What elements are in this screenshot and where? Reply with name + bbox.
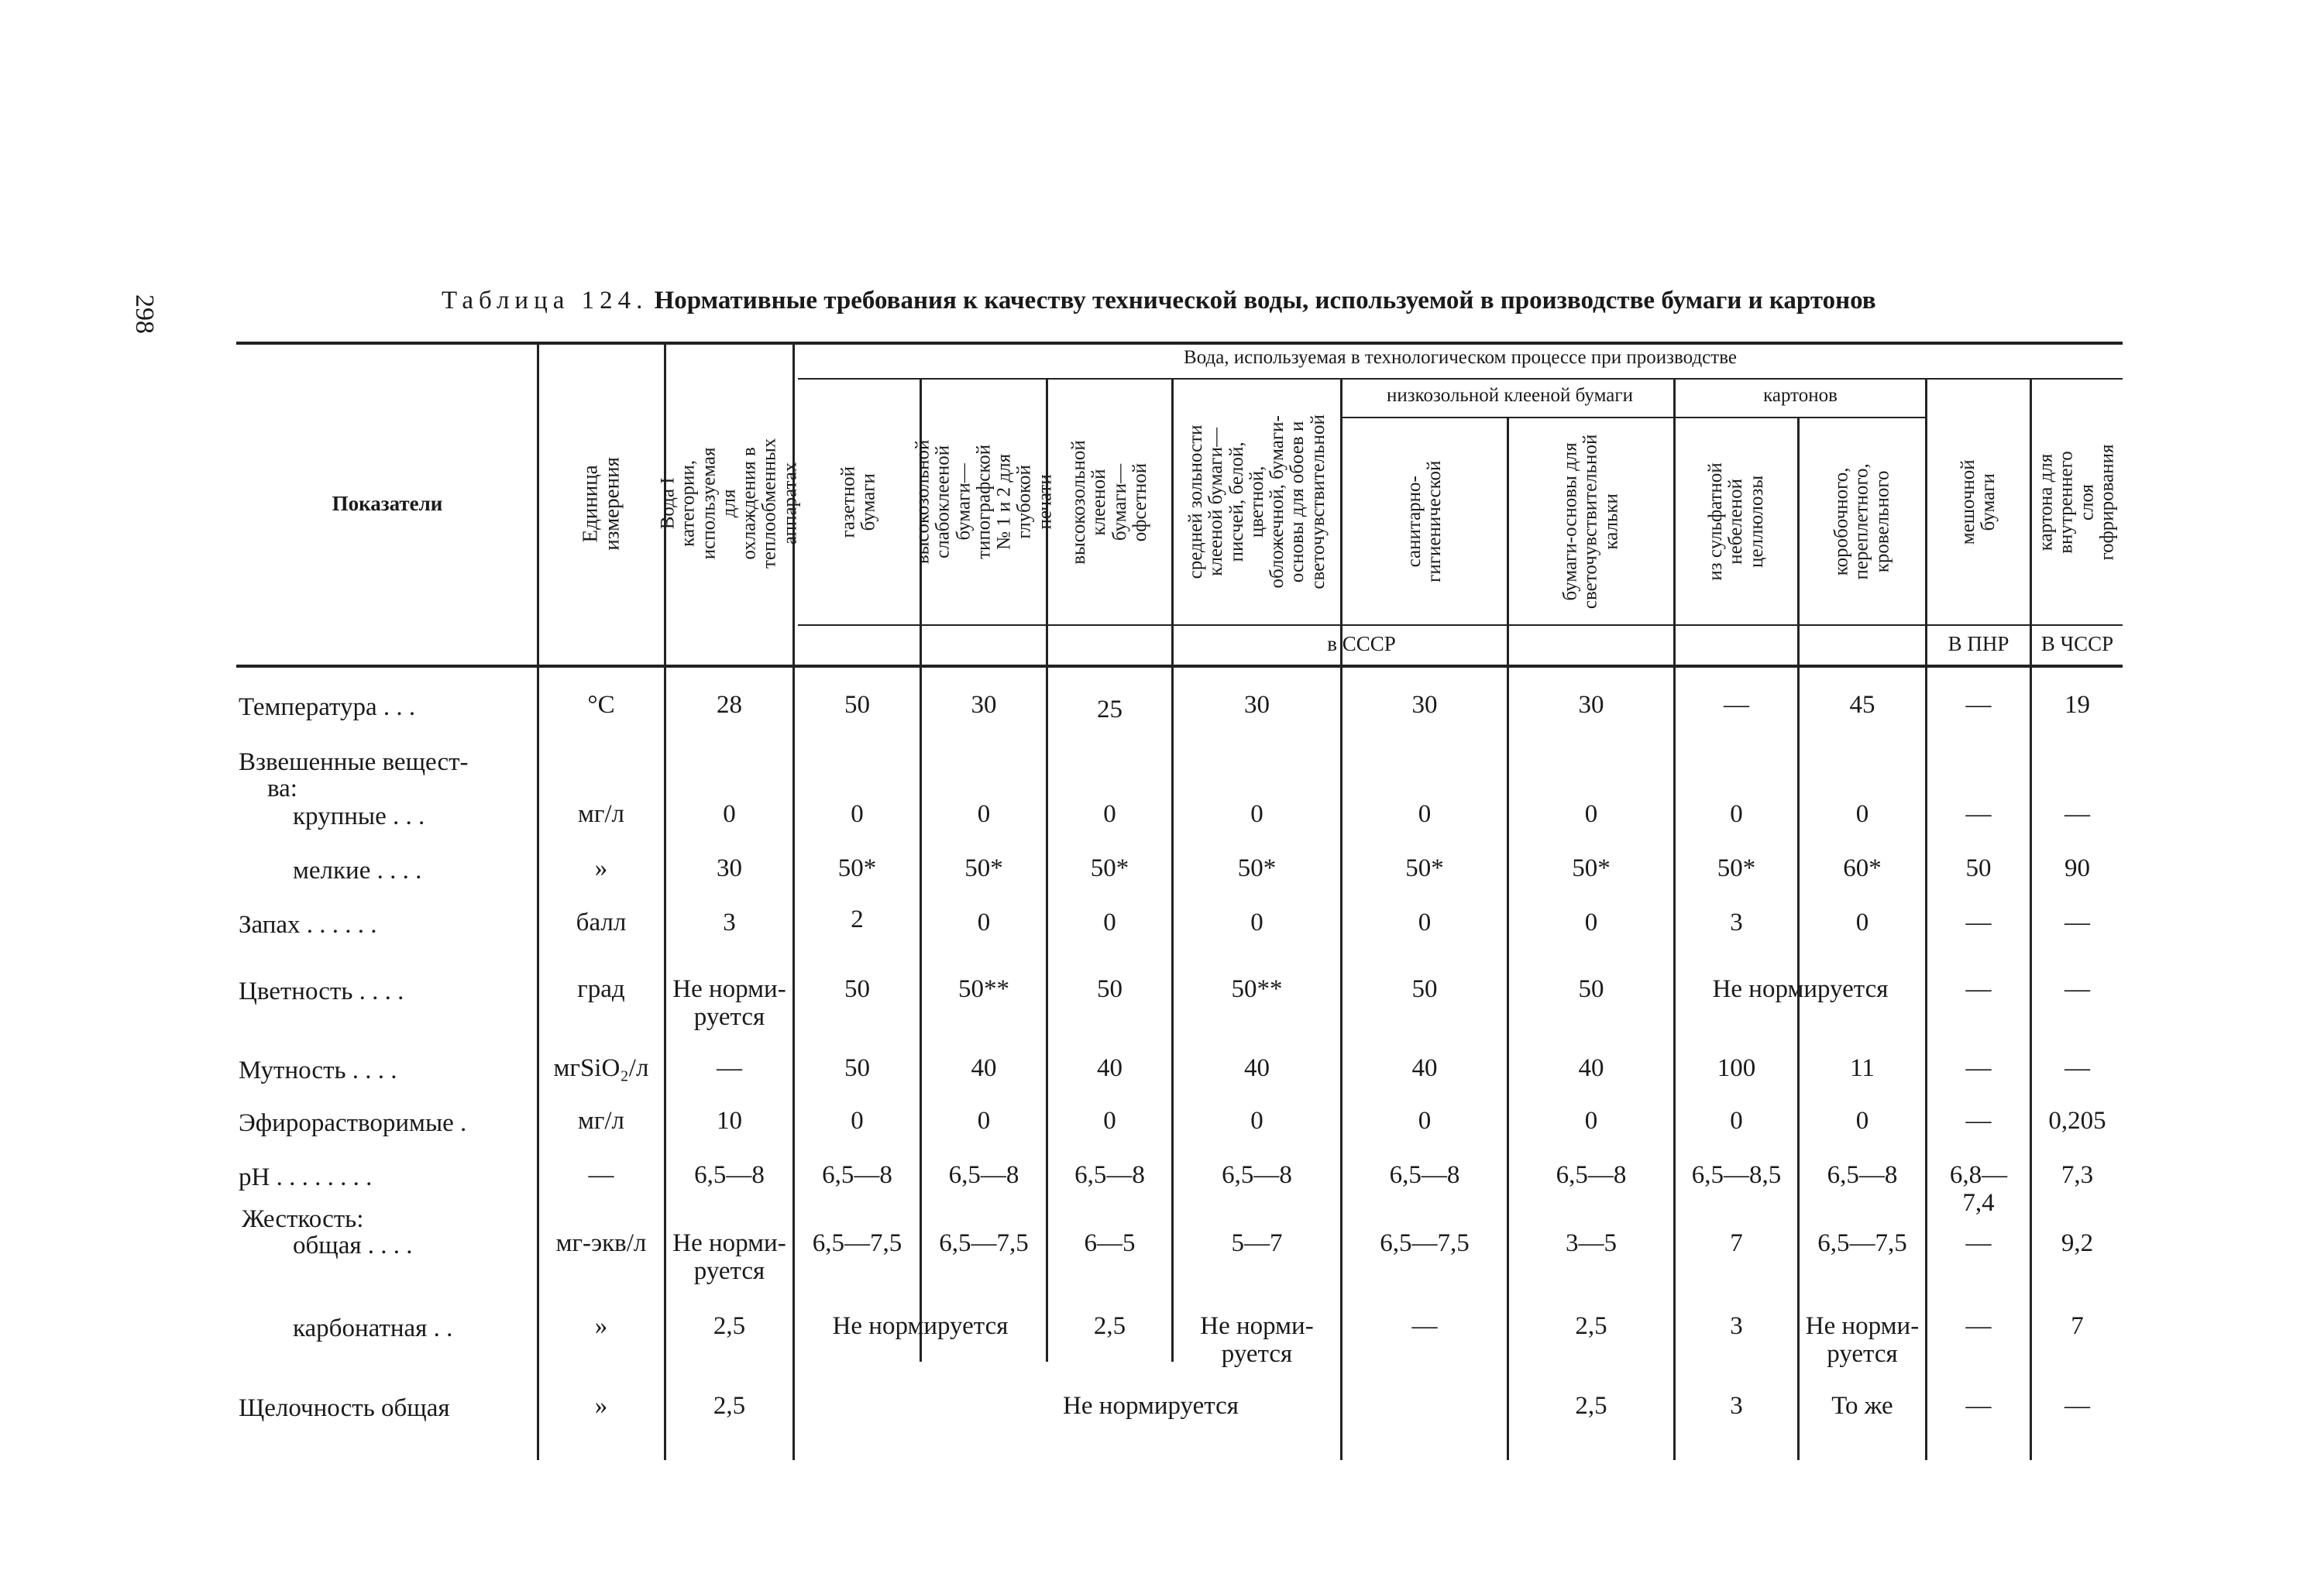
row-turbidity-value: 100 <box>1717 1054 1756 1082</box>
row-carbonate-value-2: руется <box>1827 1340 1898 1368</box>
row-ether-soluble-value: 0 <box>1103 1107 1116 1135</box>
row-alkalinity-unit: » <box>594 1392 608 1420</box>
row-label-coarse: крупные . . . <box>293 802 425 830</box>
row-color-value: 50 <box>1411 975 1438 1003</box>
row-ph-value: 6,5—8 <box>822 1161 892 1189</box>
row-carbonate-value: 2,5 <box>713 1312 746 1340</box>
row-odor-value: 3 <box>1730 909 1743 936</box>
row-fine-value: 50* <box>1572 854 1611 882</box>
row-fine-value: 50* <box>837 854 877 882</box>
row-temperature-value: 28 <box>717 691 742 719</box>
row-fine-value: 50* <box>1405 854 1444 882</box>
row-temperature-value: — <box>1965 691 1992 719</box>
row-hardness-value: Не норми- <box>672 1229 786 1257</box>
header-col-2: высокозольной слабоклееной бумаги—типографской № 1 и 2 для глубокой печати <box>912 439 1055 565</box>
row-ether-soluble-value: 0,205 <box>2048 1107 2106 1135</box>
row-ether-soluble-unit: мг/л <box>577 1107 625 1135</box>
row-hardness-value: 3—5 <box>1566 1229 1617 1257</box>
row-odor-value: 0 <box>977 909 991 936</box>
row-carbonate-value: 2,5 <box>1575 1312 1607 1340</box>
row-odor-value: 0 <box>1103 909 1116 936</box>
row-label-alkalinity: Щелочность общая <box>239 1394 450 1422</box>
row-hardness-unit: мг-экв/л <box>555 1229 647 1257</box>
row-alkalinity-value: — <box>1965 1392 1992 1420</box>
row-color-value: — <box>2064 975 2090 1003</box>
row-carbonate-value-2: руется <box>1221 1340 1293 1368</box>
row-label-suspended-2: ва: <box>267 775 297 802</box>
row-color-value: 50 <box>1097 975 1122 1003</box>
row-turbidity-value: 50 <box>844 1054 870 1082</box>
header-col-8: коробочного, переплетного, кровельного <box>1831 462 1893 580</box>
row-color-value: 50 <box>1578 975 1604 1003</box>
row-alkalinity-value: 2,5 <box>713 1392 746 1420</box>
row-temperature-value: 30 <box>1578 691 1604 719</box>
row-odor-value: 0 <box>1855 909 1869 936</box>
row-ph-value: 6,5—8,5 <box>1691 1161 1782 1189</box>
rule-top <box>236 342 2123 345</box>
row-label-carbonate: карбонатная . . <box>293 1314 453 1342</box>
row-fine-value: 50* <box>1090 854 1129 882</box>
rule-group-under <box>1340 417 1925 418</box>
header-col-4: средней зольности клееной бумаги—писчей, белой, цветной, обложечной, бумаги-основы для обоев и светочувствительной <box>1184 414 1329 589</box>
row-ether-soluble-value: 0 <box>1418 1107 1432 1135</box>
row-coarse-value: 0 <box>977 800 991 828</box>
row-turbidity-value: 40 <box>1097 1054 1122 1082</box>
row-turbidity-value: — <box>2064 1054 2090 1082</box>
row-fine-value: 50* <box>1237 854 1277 882</box>
row-carbonate-value: 2,5 <box>1093 1312 1126 1340</box>
row-coarse-value: 0 <box>1584 800 1598 828</box>
row-coarse-value: 0 <box>1418 800 1432 828</box>
row-carbonate-value: Не норми- <box>1805 1312 1920 1340</box>
row-fine-value: 90 <box>2064 854 2090 882</box>
row-ph-value: 6,5—8 <box>1827 1161 1898 1189</box>
row-color-value: — <box>1965 975 1992 1003</box>
row-odor-value: 0 <box>1418 909 1432 936</box>
row-odor-value: 2 <box>851 905 864 933</box>
header-indicators: Показатели <box>332 492 443 515</box>
row-odor-value: 0 <box>1250 909 1263 936</box>
row-ph-value: 6,5—8 <box>948 1161 1019 1189</box>
caption-label: Таблица 124. <box>442 287 648 314</box>
row-ph-value: 6,5—8 <box>1389 1161 1460 1189</box>
row-hardness-value: 6,5—7,5 <box>1380 1229 1470 1257</box>
row-alkalinity-value: Не нормируется <box>1063 1392 1239 1420</box>
row-color-value: 50** <box>958 975 1009 1003</box>
row-hardness-value: — <box>1965 1229 1992 1257</box>
row-carbonate-value: — <box>1411 1312 1438 1340</box>
row-hardness-value: 9,2 <box>2061 1229 2094 1257</box>
row-carbonate-value: 3 <box>1730 1312 1743 1340</box>
rule-header-bottom <box>236 665 2123 668</box>
header-col-1: газетной бумаги <box>837 466 879 538</box>
row-label-ph: pH . . . . . . . . <box>239 1163 373 1191</box>
row-label-odor: Запах . . . . . . <box>239 911 377 939</box>
row-alkalinity-value: 2,5 <box>1575 1392 1607 1420</box>
row-odor-value: — <box>2064 909 2090 936</box>
row-odor-value: 0 <box>1584 909 1598 936</box>
row-temperature-value: 19 <box>2064 691 2090 719</box>
row-temperature-value: 30 <box>971 691 997 719</box>
header-region-ussr: в СССР <box>1327 632 1396 655</box>
row-ph-value: 6,5—8 <box>1556 1161 1627 1189</box>
row-ether-soluble-value: 0 <box>1855 1107 1869 1135</box>
row-odor-unit: балл <box>576 909 627 936</box>
row-fine-value: 50 <box>1965 854 1992 882</box>
row-label-color: Цветность . . . . <box>239 978 404 1005</box>
row-ph-value: 6,8— <box>1949 1161 2008 1189</box>
row-ph-value: 7,3 <box>2061 1161 2094 1189</box>
header-col-6: бумаги-основы для светочувствительной кальки <box>1559 434 1622 609</box>
row-color-value-2: руется <box>693 1003 765 1031</box>
row-color-value: Не норми- <box>672 975 786 1003</box>
row-carbonate-unit: » <box>594 1312 608 1340</box>
row-ether-soluble-value: 0 <box>1730 1107 1743 1135</box>
row-hardness-value: 7 <box>1730 1229 1743 1257</box>
row-coarse-unit: мг/л <box>577 800 625 828</box>
row-label-hardness: Жесткость: <box>242 1205 364 1233</box>
row-odor-value: 3 <box>723 909 736 936</box>
header-col-5: санитарно-гигиенической <box>1403 460 1445 582</box>
row-coarse-value: 0 <box>1250 800 1263 828</box>
caption-title: Нормативные требования к качеству технической воды, используемой в производстве бумаги и картонов <box>654 287 1876 314</box>
row-temperature-value: 30 <box>1244 691 1270 719</box>
row-alkalinity-value: 3 <box>1730 1392 1743 1420</box>
row-label-fine: мелкие . . . . <box>293 857 422 885</box>
page-number: 298 <box>130 294 159 334</box>
row-odor-value: — <box>1965 909 1992 936</box>
header-unit: Единица измерения <box>578 456 624 551</box>
row-fine-value: 50* <box>964 854 1003 882</box>
row-coarse-value: 0 <box>851 800 864 828</box>
row-ph-value: 6,5—8 <box>694 1161 765 1189</box>
row-turbidity-value: 40 <box>971 1054 997 1082</box>
row-color-value: 50 <box>844 975 870 1003</box>
row-label-turbidity: Мутность . . . . <box>239 1057 397 1084</box>
row-turbidity-value: 40 <box>1411 1054 1438 1082</box>
row-coarse-value: 0 <box>1730 800 1743 828</box>
row-fine-value: 60* <box>1843 854 1882 882</box>
row-ph-value: 6,5—8 <box>1222 1161 1292 1189</box>
header-col-9: мешочной бумаги <box>1957 459 1999 545</box>
row-turbidity-value: — <box>1965 1054 1992 1082</box>
row-ether-soluble-value: 0 <box>977 1107 991 1135</box>
row-ether-soluble-value: — <box>1965 1107 1992 1135</box>
row-color-unit: град <box>577 975 625 1003</box>
header-cooling-water: Вода I категории, используемая для охлаждения в теплообменных аппаратах <box>657 438 800 569</box>
header-region-pnr: В ПНР <box>1948 632 2009 655</box>
row-fine-value: 30 <box>717 854 742 882</box>
rule-v1 <box>537 345 539 1460</box>
row-hardness-value: 5—7 <box>1231 1229 1283 1257</box>
row-label-temperature: Температура . . . <box>239 693 416 721</box>
row-alkalinity-value: То же <box>1831 1392 1893 1420</box>
row-turbidity-value: — <box>717 1054 742 1082</box>
row-ph-unit: — <box>588 1161 614 1189</box>
row-ph-value-2: 7,4 <box>1962 1189 1995 1217</box>
row-ether-soluble-value: 0 <box>1584 1107 1598 1135</box>
header-col-10: картона для внутреннего слоя гофрирования <box>2036 443 2118 561</box>
row-coarse-value: 0 <box>1103 800 1116 828</box>
row-temperature-value: 25 <box>1097 696 1122 723</box>
row-ether-soluble-value: 10 <box>717 1107 742 1135</box>
row-coarse-value: 0 <box>1855 800 1869 828</box>
row-label-ether-soluble: Эфирорастворимые . <box>239 1109 467 1137</box>
row-fine-unit: » <box>594 854 608 882</box>
row-carbonate-value: Не нормируется <box>832 1312 1009 1340</box>
row-temperature-value: 45 <box>1849 691 1875 719</box>
row-coarse-value: — <box>2064 800 2090 828</box>
row-hardness-value: 6,5—7,5 <box>1817 1229 1907 1257</box>
header-low-ash-group: низкозольной клееной бумаги <box>1387 385 1633 406</box>
rule-process-under <box>798 378 2123 380</box>
row-label-suspended: Взвешенные вещест- <box>239 748 469 776</box>
table-caption <box>442 287 1876 315</box>
row-ether-soluble-value: 0 <box>851 1107 864 1135</box>
row-hardness-value: 6,5—7,5 <box>812 1229 902 1257</box>
row-carbonate-value: Не норми- <box>1200 1312 1314 1340</box>
header-col-7: из сульфатной небеленой целлюлозы <box>1705 462 1767 581</box>
row-turbidity-value: 11 <box>1850 1054 1875 1082</box>
row-fine-value: 50* <box>1717 854 1756 882</box>
row-temperature-unit: °С <box>587 691 615 719</box>
header-region-cssr: В ЧССР <box>2040 632 2114 655</box>
row-temperature-value: 50 <box>844 691 870 719</box>
row-hardness-value: 6,5—7,5 <box>939 1229 1029 1257</box>
row-color-value: Не нормируется <box>1712 975 1889 1003</box>
row-turbidity-value: 40 <box>1244 1054 1270 1082</box>
header-cardboard-group: картонов <box>1763 385 1838 406</box>
row-temperature-value: 30 <box>1411 691 1438 719</box>
row-carbonate-value: — <box>1965 1312 1992 1340</box>
row-ether-soluble-value: 0 <box>1250 1107 1263 1135</box>
header-col-3: высокозольной клееной бумаги—офсетной <box>1068 439 1150 565</box>
row-color-value: 50** <box>1231 975 1283 1003</box>
row-ph-value: 6,5—8 <box>1074 1161 1145 1189</box>
row-label-hardness-total: общая . . . . <box>293 1232 413 1259</box>
row-alkalinity-value: — <box>2064 1392 2090 1420</box>
row-turbidity-value: 40 <box>1578 1054 1604 1082</box>
row-coarse-value: 0 <box>723 800 736 828</box>
row-temperature-value: — <box>1724 691 1749 719</box>
row-hardness-value-2: руется <box>693 1257 765 1285</box>
row-coarse-value: — <box>1965 800 1992 828</box>
header-process-water: Вода, используемая в технологическом процессе при производстве <box>1184 347 1737 368</box>
rule-region <box>798 624 2123 626</box>
row-carbonate-value: 7 <box>2071 1312 2084 1340</box>
row-hardness-value: 6—5 <box>1084 1229 1136 1257</box>
row-turbidity-unit: мгSiO₂/л <box>553 1054 649 1082</box>
